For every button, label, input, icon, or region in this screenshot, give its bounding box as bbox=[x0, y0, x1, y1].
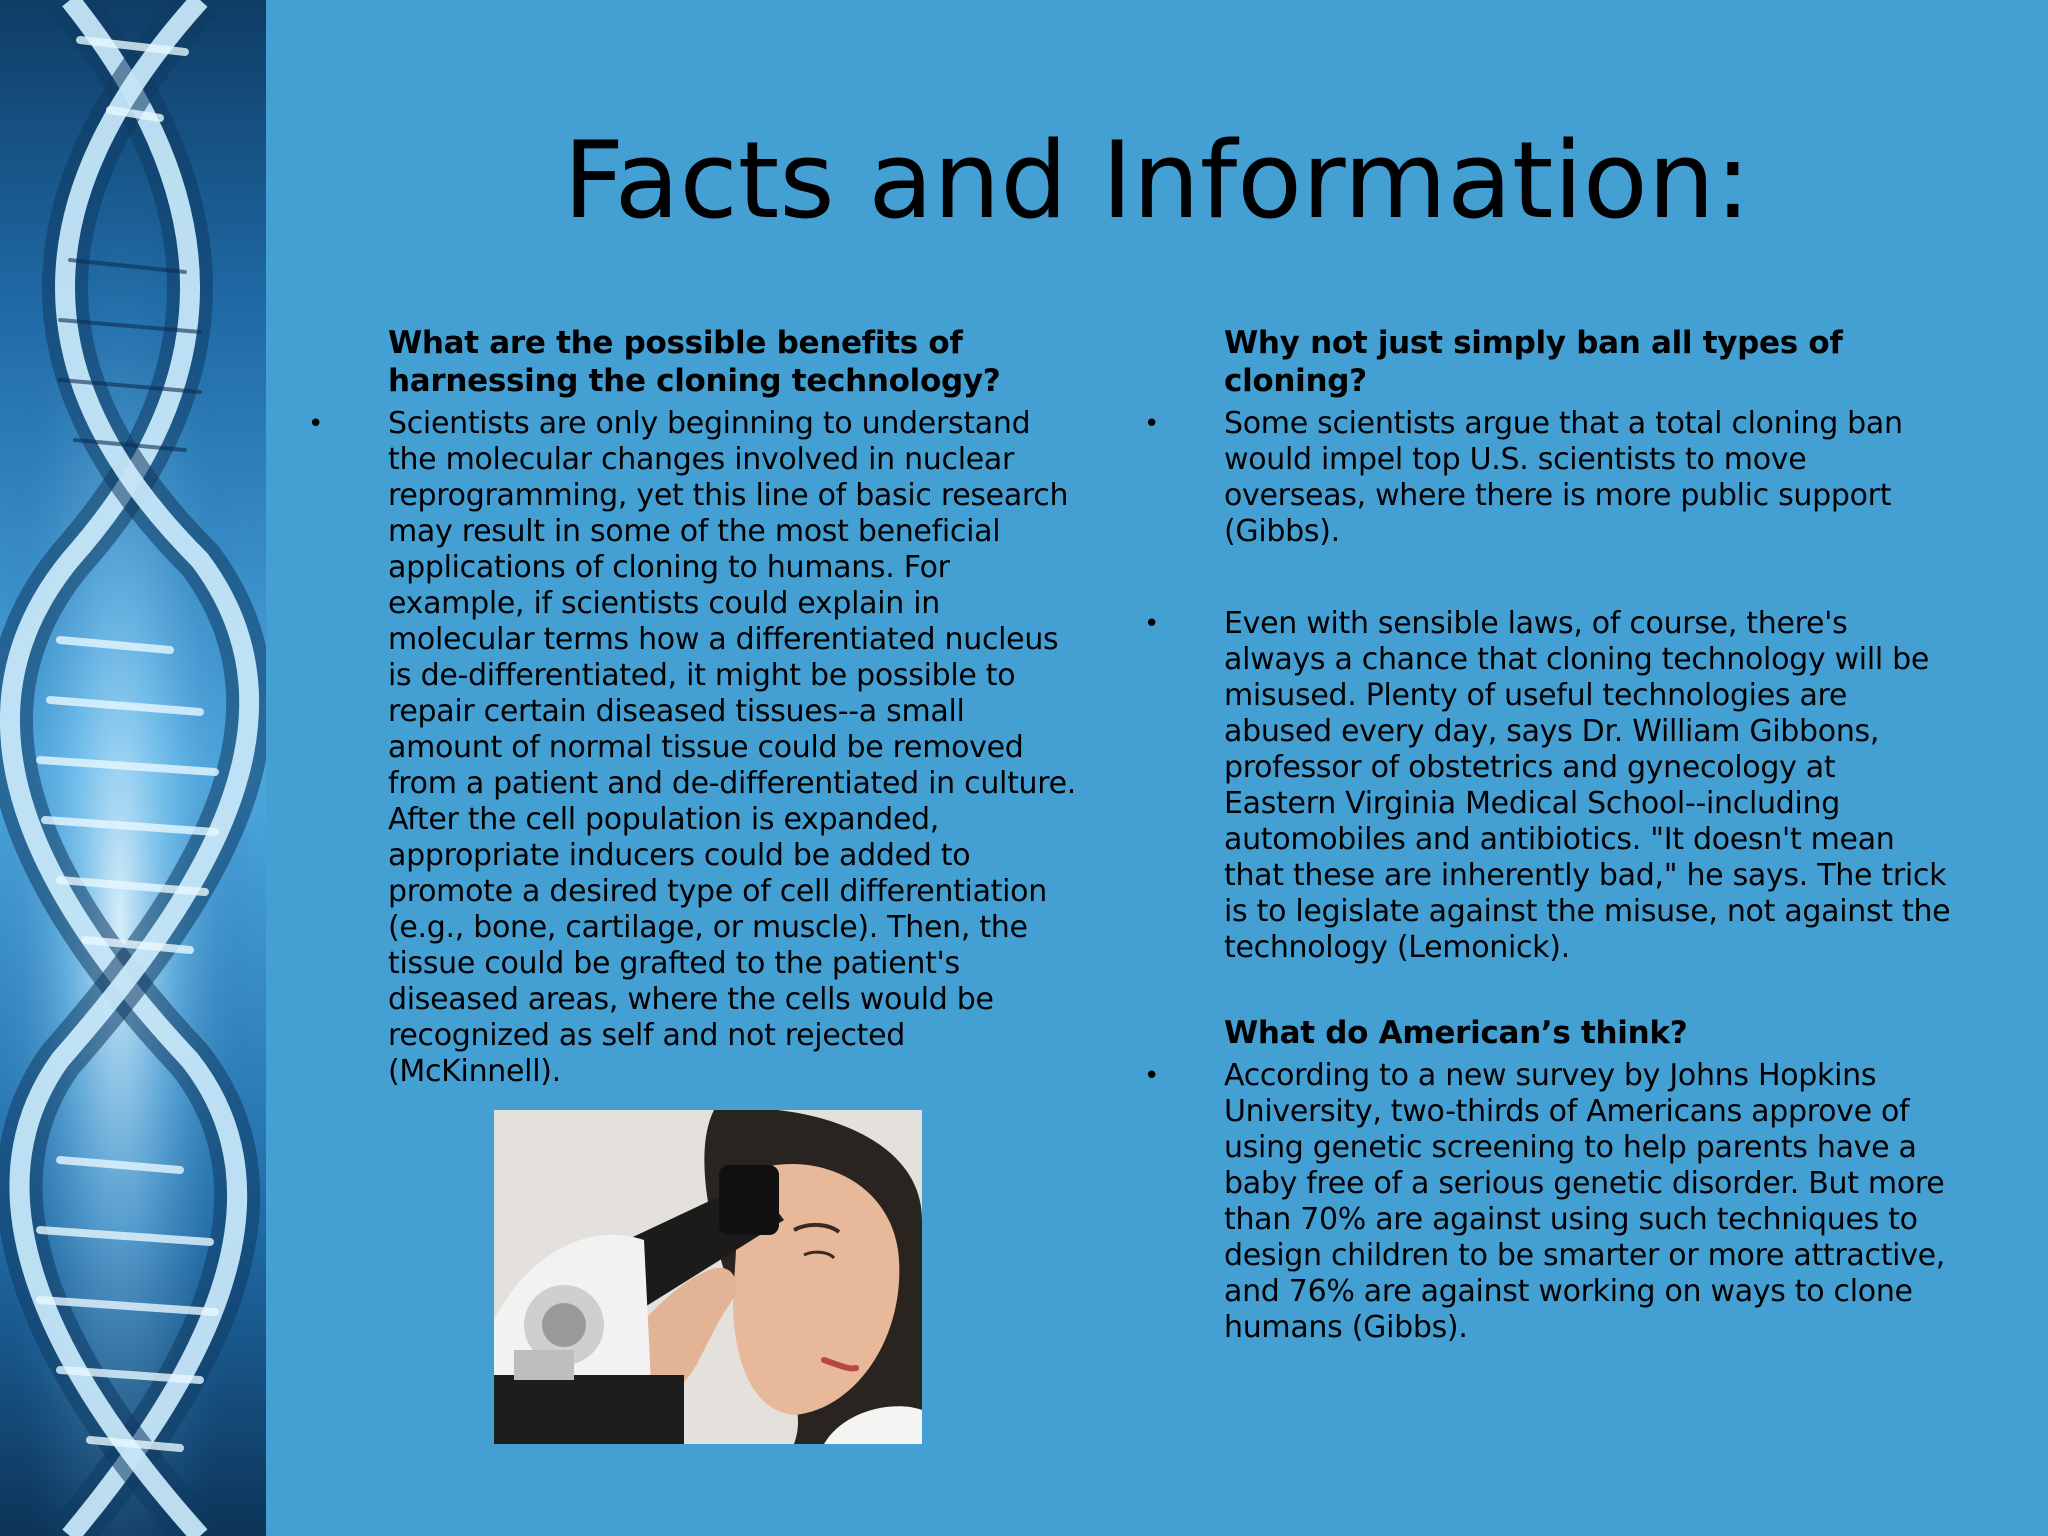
spacer bbox=[1224, 550, 1954, 606]
spacer bbox=[1224, 966, 1954, 1014]
right-bullet-2-text: Even with sensible laws, of course, there's always a chance that cloning technology will be misused. Plenty of useful technologies are abused every day, says Dr. William Gibbons, professor of obstetrics and gynecology at Eastern Virginia Medical School--including automobiles and antibiotics. "It doesn't mean that these are inherently bad," he says. The trick is to legislate against the misuse, not against the technology (Lemonick). bbox=[1224, 606, 1951, 965]
right-bullet-1-text: Some scientists argue that a total cloning ban would impel top U.S. scientists to move overseas, where there is more public support (Gibbs). bbox=[1224, 406, 1903, 549]
bullet-marker: • bbox=[308, 409, 324, 439]
dna-helix-illustration bbox=[0, 0, 266, 1536]
bullet-marker: • bbox=[1144, 1061, 1160, 1091]
right-heading: Why not just simply ban all types of cloning? bbox=[1224, 325, 1843, 399]
scientist-photo bbox=[494, 1110, 922, 1444]
bullet-marker: • bbox=[1144, 609, 1160, 639]
right-bullet-1 bbox=[1144, 406, 1954, 550]
right-bullet-3-text: According to a new survey by Johns Hopkins University, two-thirds of Americans approve of using genetic screening to help parents have a baby free of a serious genetic disorder. But more than 70% are against using such techniques to design children to be smarter or more attractive, and 76% are against working on ways to clone humans (Gibbs). bbox=[1224, 1058, 1946, 1345]
right-column bbox=[1144, 324, 1954, 1346]
left-bullet-text: Scientists are only beginning to understand the molecular changes involved in nuclear reprogramming, yet this line of basic research may result in some of the most beneficial applications of cloning to humans. For example, if scientists could explain in molecular terms how a differentiated nucleus is de-differentiated, it might be possible to repair certain diseased tissues--a small amount of normal tissue could be removed from a patient and de-differentiated in culture. After the cell population is expanded, appropriate inducers could be added to promote a desired type of cell differentiation (e.g., bone, cartilage, or muscle). Then, the tissue could be grafted to the patient's diseased areas, where the cells would be recognized as self and not rejected (McKinnell). bbox=[388, 406, 1077, 1089]
left-heading: What are the possible benefits of harnessing the cloning technology? bbox=[388, 325, 1001, 399]
right-bullet-2 bbox=[1144, 606, 1954, 966]
left-bullet bbox=[308, 406, 1078, 1090]
right-bullet-3 bbox=[1144, 1058, 1954, 1346]
bullet-marker: • bbox=[1144, 409, 1160, 439]
left-column bbox=[308, 324, 1078, 1090]
right-heading-2: What do American’s think? bbox=[1224, 1015, 1688, 1051]
slide-title: Facts and Information: bbox=[563, 119, 1751, 242]
